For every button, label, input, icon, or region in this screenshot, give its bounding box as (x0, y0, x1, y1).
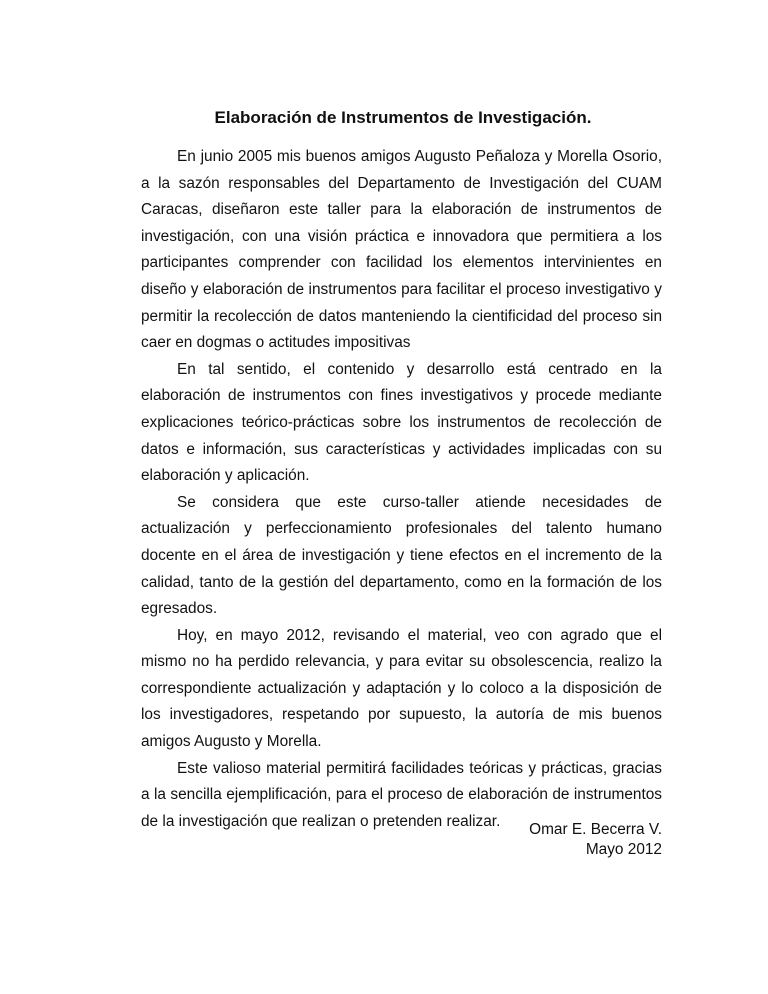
paragraph-closing: Este valioso material permitirá facilidades teóricas y prácticas, gracias a la sencilla ejemplificación, para el proceso de elaboración de instrumentos de la investigación que realizan o pretenden realizar. (141, 759, 662, 830)
document-body (141, 144, 662, 835)
paragraph-intro: En junio 2005 mis buenos amigos Augusto Peñaloza y Morella Osorio, a la sazón responsables del Departamento de Investigación del CUAM Caracas, diseñaron este taller para la elaboración de instrumentos de investigación, con una visión práctica e innovadora que permitiera a los participantes comprender con facilidad los elementos intervinientes en diseño y elaboración de instrumentos para facilitar el proceso investigativo y permitir la recolección de datos manteniendo la cientificidad del proceso sin caer en dogmas o actitudes impositivas (141, 148, 662, 352)
paragraph-content: En tal sentido, el contenido y desarrollo está centrado en la elaboración de instrumentos con fines investigativos y procede mediante explicaciones teórico-prácticas sobre los instrumentos de recolección de datos e información, sus características y actividades implicadas con su elaboración y aplicación. (141, 360, 662, 485)
paragraph-update: Hoy, en mayo 2012, revisando el material, veo con agrado que el mismo no ha perdido relevancia, y para evitar su obsolescencia, realizo la correspondiente actualización y adaptación y lo coloco a la disposición de los investigadores, respetando por supuesto, la autoría de mis buenos amigos Augusto y Morella. (141, 626, 662, 751)
signature-date: Mayo 2012 (585, 841, 662, 858)
signature-block (440, 820, 662, 860)
signature-author: Omar E. Becerra V. (529, 821, 662, 838)
paragraph-purpose: Se considera que este curso-taller atiende necesidades de actualización y perfeccionamiento profesionales del talento humano docente en el área de investigación y tiene efectos en el incremento de la calidad, tanto de la gestión del departamento, como en la formación de los egresados. (141, 493, 662, 618)
document-title: Elaboración de Instrumentos de Investigación. (214, 108, 592, 127)
